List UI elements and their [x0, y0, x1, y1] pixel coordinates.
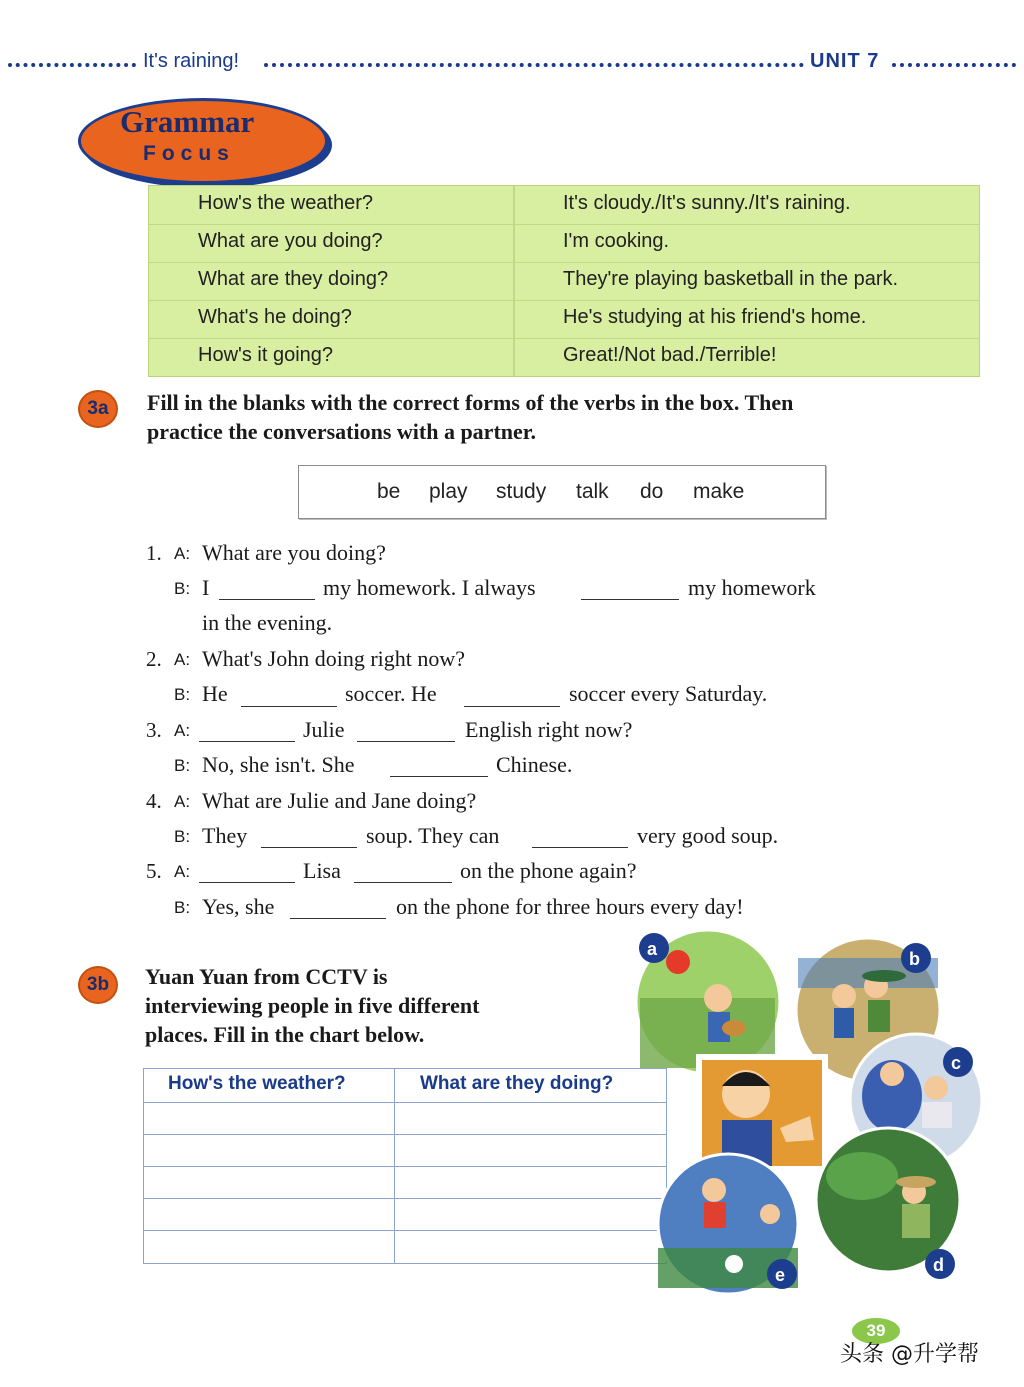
header-dots-middle [264, 63, 804, 67]
exercise-text: in the evening. [202, 610, 333, 635]
verb-word-box [298, 465, 826, 519]
exercise-text: Chinese. [496, 752, 573, 777]
grammar-row [149, 186, 979, 225]
watermark: 头条 @升学帮 [840, 1342, 979, 1367]
grammar-answer: He's studying at his friend's home. [563, 306, 867, 328]
speaker-label: B: [174, 756, 191, 775]
answer-blank[interactable] [199, 741, 295, 742]
exercise-number: 1. [146, 541, 162, 565]
svg-text:c: c [951, 1053, 962, 1073]
header-unit: UNIT 7 [810, 50, 880, 72]
speaker-label: A: [174, 650, 191, 669]
exercise-text: Lisa [303, 858, 341, 883]
verb-word: do [640, 480, 664, 503]
badge-title: Grammar [120, 104, 255, 139]
exercise-text: What are you doing? [202, 540, 386, 565]
exercise-text: What's John doing right now? [202, 646, 466, 671]
answer-blank[interactable] [581, 599, 679, 600]
chart-row-line [144, 1198, 666, 1199]
exercise-text: He [202, 681, 228, 706]
answer-blank[interactable] [532, 847, 628, 848]
exercise-text: soup. They can [366, 823, 500, 848]
exercise-text: very good soup. [637, 823, 779, 848]
photo-d-label [925, 1249, 955, 1279]
answer-blank[interactable] [354, 882, 452, 883]
exercise-text: They [202, 823, 248, 848]
answer-blank[interactable] [261, 847, 357, 848]
grammar-question: How's the weather? [198, 192, 374, 214]
header-title: It's raining! [143, 50, 240, 72]
svg-text:b: b [909, 949, 920, 969]
chart-row-line [144, 1166, 666, 1167]
exercise-text: soccer. He [345, 681, 437, 706]
speaker-label: B: [174, 685, 191, 704]
grammar-answer: It's cloudy./It's sunny./It's raining. [563, 192, 851, 214]
page-number: 39 [852, 1318, 900, 1344]
exercise-text: on the phone for three hours every day! [396, 894, 744, 919]
speaker-label: A: [174, 544, 191, 563]
chart-row-line [144, 1230, 666, 1231]
answer-blank[interactable] [464, 706, 560, 707]
grammar-answer: I'm cooking. [563, 230, 670, 252]
badge-subtitle: Focus [143, 142, 235, 165]
grammar-row [149, 300, 979, 339]
interview-illustrations [630, 928, 990, 1298]
exercise-text: What are Julie and Jane doing? [202, 788, 477, 813]
answer-blank[interactable] [357, 741, 455, 742]
photo-e-label [767, 1259, 797, 1289]
chart-header-weather: How's the weather? [168, 1073, 346, 1094]
svg-text:a: a [647, 939, 658, 959]
verb-word: study [496, 480, 547, 503]
grammar-row [149, 338, 979, 376]
exercise-text: my homework [688, 575, 816, 600]
chart-row-line [144, 1134, 666, 1135]
exercise-number: 4. [146, 789, 162, 813]
chart-row-line [144, 1102, 666, 1103]
exercise-text: I [202, 575, 210, 600]
verb-word: talk [576, 480, 609, 503]
speaker-label: B: [174, 827, 191, 846]
exercise-number: 3. [146, 718, 162, 742]
answer-blank[interactable] [390, 776, 488, 777]
answer-blank[interactable] [241, 706, 337, 707]
photo-c-label [943, 1047, 973, 1077]
grammar-question: What are you doing? [198, 230, 383, 252]
speaker-label: A: [174, 862, 191, 881]
section-3a-icon: 3a [78, 390, 118, 428]
photo-a-label [639, 933, 669, 963]
header-dots-right [892, 63, 1016, 67]
section-3a-instruction-line2: practice the conversations with a partner. [147, 419, 537, 444]
exercise-number: 5. [146, 859, 162, 883]
svg-text:d: d [933, 1255, 944, 1275]
answer-blank[interactable] [290, 918, 386, 919]
grammar-answer: They're playing basketball in the park. [563, 268, 899, 290]
grammar-table [148, 185, 980, 377]
section-3b-icon: 3b [78, 966, 118, 1004]
speaker-label: A: [174, 721, 191, 740]
grammar-answer: Great!/Not bad./Terrible! [563, 344, 777, 366]
exercise-text: Julie [303, 717, 345, 742]
answer-blank[interactable] [199, 882, 295, 883]
interview-chart [143, 1068, 667, 1264]
speaker-label: A: [174, 792, 191, 811]
speaker-label: B: [174, 579, 191, 598]
header-dots-left [8, 63, 136, 67]
speaker-label: B: [174, 898, 191, 917]
exercise-text: English right now? [465, 717, 633, 742]
answer-blank[interactable] [219, 599, 315, 600]
section-3b-instruction-line2: interviewing people in five different [145, 993, 480, 1018]
chart-cell[interactable] [148, 1109, 388, 1131]
section-3a-instruction-line1: Fill in the blanks with the correct forms of the verbs in the box. Then [147, 390, 794, 415]
grammar-row [149, 224, 979, 263]
grammar-question: How's it going? [198, 344, 333, 366]
chart-cell[interactable] [400, 1109, 660, 1131]
exercise-text: my homework. I always [323, 575, 536, 600]
exercise-text: Yes, she [202, 894, 275, 919]
exercise-text: on the phone again? [460, 858, 637, 883]
exercise-text: No, she isn't. She [202, 752, 355, 777]
verb-word: make [693, 480, 745, 503]
svg-text:e: e [775, 1265, 786, 1285]
verb-word: be [377, 480, 401, 503]
photo-b-label [901, 943, 931, 973]
section-3b-instruction-line1: Yuan Yuan from CCTV is [145, 964, 388, 989]
exercise-number: 2. [146, 647, 162, 671]
grammar-question: What are they doing? [198, 268, 389, 290]
chart-header-doing: What are they doing? [420, 1073, 614, 1094]
grammar-question: What's he doing? [198, 306, 352, 328]
grammar-row [149, 262, 979, 301]
section-3b-instruction-line3: places. Fill in the chart below. [145, 1022, 425, 1047]
verb-word: play [429, 480, 468, 503]
exercise-text: soccer every Saturday. [569, 681, 768, 706]
